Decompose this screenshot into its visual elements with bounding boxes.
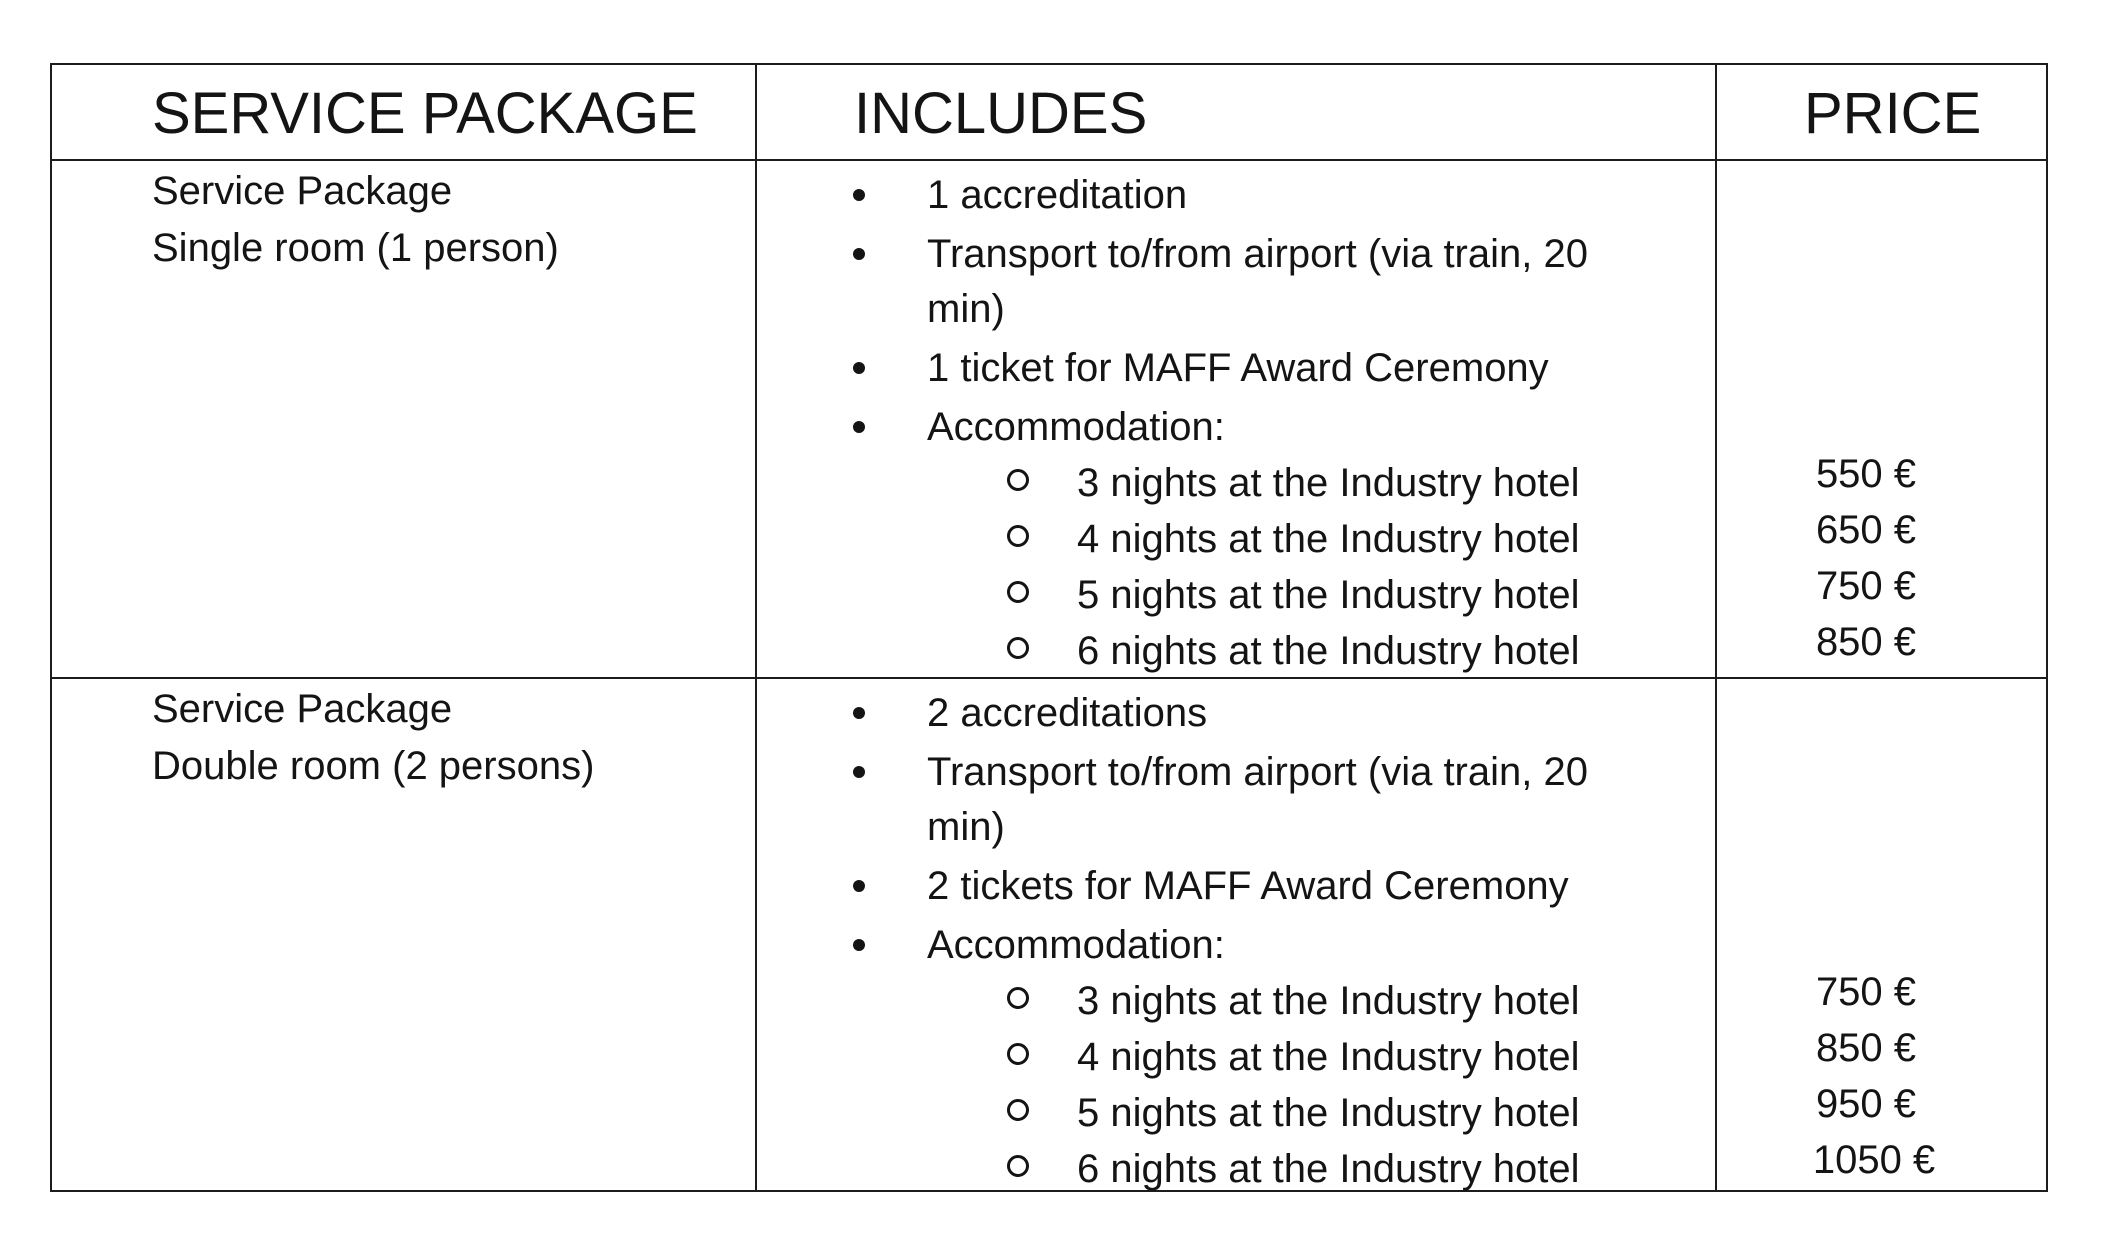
include-transport: Transport to/from airport (via train, 20 (927, 750, 1588, 794)
circle-bullet-icon (1007, 469, 1029, 491)
bullet-icon (853, 880, 865, 892)
include-transport: Transport to/from airport (via train, 20 (927, 232, 1588, 276)
option-price: 850 € (1815, 1026, 1917, 1070)
circle-bullet-icon (1007, 1155, 1029, 1177)
bullet-icon (853, 707, 865, 719)
bullet-icon (853, 248, 865, 260)
circle-bullet-icon (1007, 1043, 1029, 1065)
include-accreditation: 1 accreditation (927, 173, 1188, 217)
bullet-icon (853, 939, 865, 951)
accommodation-option: 5 nights at the Industry hotel (1077, 573, 1580, 617)
header-price: PRICE (1804, 81, 1982, 146)
bullet-icon (853, 421, 865, 433)
accommodation-option: 5 nights at the Industry hotel (1077, 1091, 1580, 1135)
bullet-icon (853, 766, 865, 778)
package-name: Service Package (152, 687, 453, 731)
circle-bullet-icon (1007, 525, 1029, 547)
header-service-package: SERVICE PACKAGE (152, 81, 698, 146)
header-includes: INCLUDES (854, 81, 1148, 146)
column-divider-2 (1715, 65, 1717, 1190)
accommodation-option: 3 nights at the Industry hotel (1077, 461, 1580, 505)
option-price: 750 € (1815, 970, 1917, 1014)
option-price: 850 € (1815, 620, 1917, 664)
option-price: 750 € (1815, 564, 1917, 608)
column-divider-1 (755, 65, 757, 1190)
include-accreditation: 2 accreditations (927, 691, 1208, 735)
row-divider (52, 677, 2046, 679)
circle-bullet-icon (1007, 987, 1029, 1009)
accommodation-option: 4 nights at the Industry hotel (1077, 1035, 1580, 1079)
include-ticket: 2 tickets for MAFF Award Ceremony (927, 864, 1569, 908)
include-transport-cont: min) (927, 287, 1005, 331)
package-name: Service Package (152, 169, 453, 213)
circle-bullet-icon (1007, 1099, 1029, 1121)
option-price: 950 € (1815, 1082, 1917, 1126)
bullet-icon (853, 362, 865, 374)
circle-bullet-icon (1007, 637, 1029, 659)
include-transport-cont: min) (927, 805, 1005, 849)
option-price: 550 € (1815, 452, 1917, 496)
service-package-table (50, 63, 2048, 1192)
include-accommodation: Accommodation: (927, 405, 1225, 449)
header-divider (52, 159, 2046, 161)
package-room-type: Single room (1 person) (152, 226, 559, 270)
include-ticket: 1 ticket for MAFF Award Ceremony (927, 346, 1549, 390)
circle-bullet-icon (1007, 581, 1029, 603)
option-price: 650 € (1815, 508, 1917, 552)
accommodation-option: 4 nights at the Industry hotel (1077, 517, 1580, 561)
accommodation-option: 6 nights at the Industry hotel (1077, 629, 1580, 673)
include-accommodation: Accommodation: (927, 923, 1225, 967)
package-room-type: Double room (2 persons) (152, 744, 595, 788)
accommodation-option: 6 nights at the Industry hotel (1077, 1147, 1580, 1191)
option-price: 1050 € (1812, 1138, 1936, 1182)
bullet-icon (853, 189, 865, 201)
accommodation-option: 3 nights at the Industry hotel (1077, 979, 1580, 1023)
